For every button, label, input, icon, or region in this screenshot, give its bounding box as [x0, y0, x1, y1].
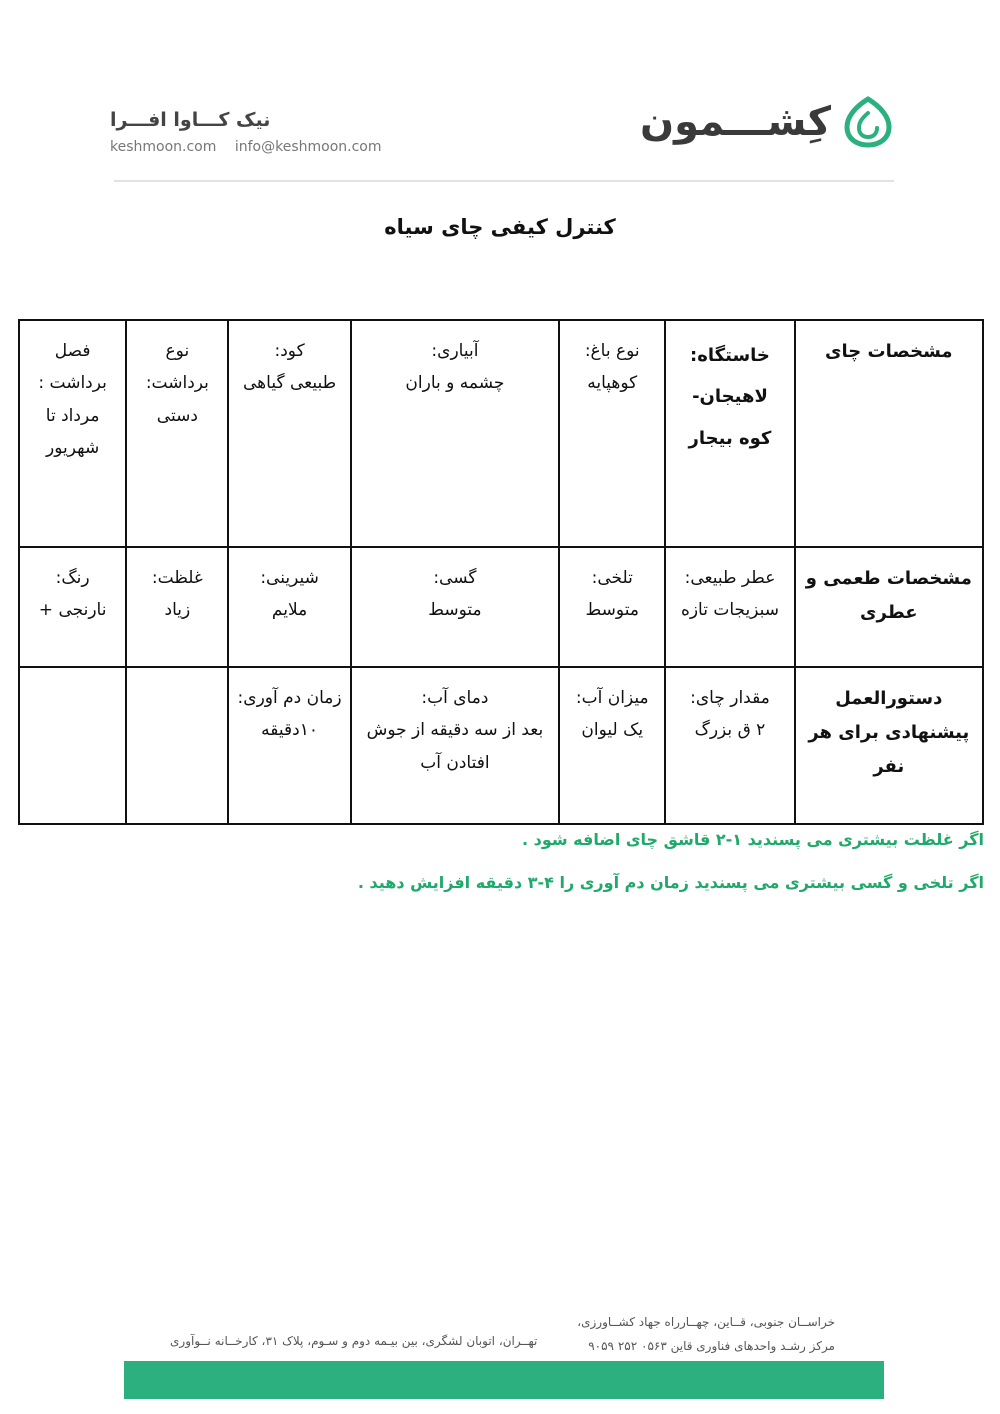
header [110, 95, 895, 185]
notes [358, 830, 984, 916]
cell-irrigation: آبیاری: چشمه و باران [351, 320, 559, 547]
company-info [110, 109, 395, 155]
row-head-taste-aroma: مشخصات طعمی و عطری [795, 547, 983, 667]
address-tehran: تهــران، اتوبان لشگری، بین بیـمه دوم و سـوم، پلاک ۳۱، کارخــانه نــوآوری [170, 1334, 538, 1348]
note-strength: اگر غلظت بیشتری می پسندید ۱-۲ قاشق چای اضافه شود . [521, 830, 984, 849]
cell-aroma: عطر طبیعی: سبزیجات تازه [665, 547, 794, 667]
cell-harvest-type: نوع برداشت: دستی [126, 320, 228, 547]
cell-brew-time: زمان دم آوری: ۱۰دقیقه [228, 667, 350, 824]
table-row [19, 320, 983, 547]
email-link[interactable]: info@keshmoon.com [234, 139, 382, 155]
header-divider [114, 180, 894, 182]
document-title: کنترل کیفی چای سیاه [384, 215, 616, 239]
note-bitterness: اگر تلخی و گسی بیشتری می پسندید زمان دم آوری را ۴-۳ دقیقه افزایش دهید . [357, 873, 984, 892]
cell-sweetness: شیرینی: ملایم [228, 547, 350, 667]
cell-strength: غلظت: زیاد [126, 547, 228, 667]
cell-harvest-season: فصل برداشت : مرداد تا شهریور [19, 320, 126, 547]
cell-garden-type: نوع باغ: کوهپایه [559, 320, 665, 547]
table-row [19, 547, 983, 667]
brand [640, 95, 895, 149]
cell-fertilizer: کود: طبیعی گیاهی [228, 320, 350, 547]
cell-origin: خاستگاه: لاهیجان- کوه بیجار [665, 320, 794, 547]
cell-astringency: گسی: متوسط [351, 547, 559, 667]
cell-water-amount: میزان آب: یک لیوان [559, 667, 665, 824]
table-row [19, 667, 983, 824]
quality-table [18, 319, 984, 825]
company-name: نیک کـــاوا افـــرا [110, 109, 271, 131]
row-head-instructions: دستورالعمل پیشنهادی برای هر نفر [795, 667, 983, 824]
address-south-khorasan: خراســان جنوبی، قــاین، چهــارراه جهاد کشــاورزی، مرکز رشـد واحدهای فناوری قاین ۰۵۶۳ ۲۵۲ ۹۰۵۹ [577, 1315, 835, 1353]
keshmoon-logo-icon [841, 95, 895, 149]
contact-line [110, 139, 395, 155]
cell-tea-amount: مقدار چای: ۲ ق بزرگ [665, 667, 794, 824]
footer-addresses [170, 1310, 835, 1355]
brand-name: کِشـــمون [639, 99, 831, 145]
cell-empty [126, 667, 228, 824]
footer-bar [124, 1361, 884, 1399]
cell-empty [19, 667, 126, 824]
cell-color: رنگ: نارنجی + [19, 547, 126, 667]
row-head-tea-specs: مشخصات چای [795, 320, 983, 547]
cell-water-temp: دمای آب: بعد از سه دقیقه از جوش افتادن آب [351, 667, 559, 824]
cell-bitterness: تلخی: متوسط [559, 547, 665, 667]
website-link[interactable]: keshmoon.com [110, 139, 217, 155]
